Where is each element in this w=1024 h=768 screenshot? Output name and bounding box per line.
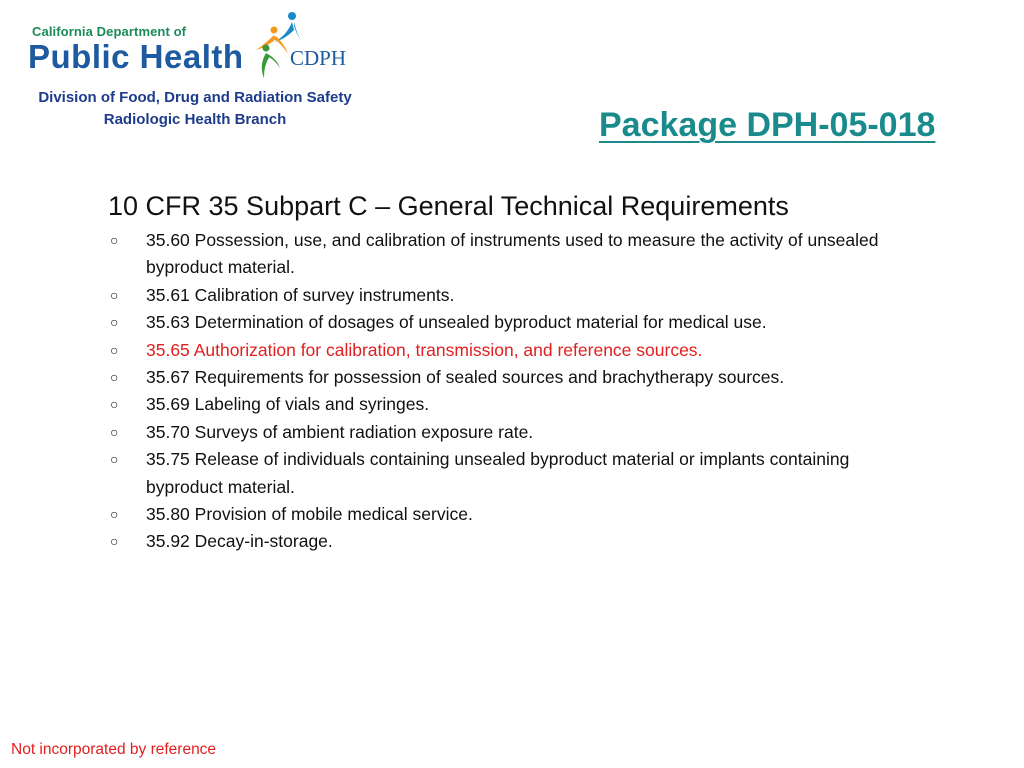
cdph-logo bbox=[28, 8, 358, 86]
hollow-circle-bullet-icon: ○ bbox=[110, 314, 119, 331]
section-heading: 10 CFR 35 Subpart C – General Technical Requirements bbox=[108, 191, 789, 221]
hollow-circle-bullet-icon: ○ bbox=[110, 423, 119, 440]
list-item-text: 35.80 Provision of mobile medical service. bbox=[146, 504, 473, 525]
list-item-text: 35.70 Surveys of ambient radiation exposure rate. bbox=[146, 421, 534, 442]
hollow-circle-bullet-icon: ○ bbox=[110, 451, 119, 468]
division-name: Division of Food, Drug and Radiation Safety bbox=[38, 89, 352, 106]
list-item bbox=[108, 309, 908, 336]
list-item bbox=[108, 282, 908, 309]
list-item bbox=[108, 501, 908, 528]
requirements-list bbox=[108, 227, 908, 556]
list-item-text: 35.67 Requirements for possession of sealed sources and brachytherapy sources. bbox=[146, 367, 785, 388]
footnote: Not incorporated by reference bbox=[11, 741, 217, 758]
list-item-text: 35.92 Decay-in-storage. bbox=[146, 531, 333, 552]
list-item bbox=[108, 446, 908, 501]
list-item bbox=[108, 227, 908, 282]
list-item-text: 35.60 Possession, use, and calibration of instruments used to measure the activity of unsealed byproduct material. bbox=[146, 230, 879, 278]
hollow-circle-bullet-icon: ○ bbox=[110, 341, 119, 358]
list-item bbox=[108, 337, 908, 364]
hollow-circle-bullet-icon: ○ bbox=[110, 369, 119, 386]
logo-public-health-text: Public Health bbox=[28, 38, 244, 75]
hollow-circle-bullet-icon: ○ bbox=[110, 286, 119, 303]
list-item bbox=[108, 391, 908, 418]
list-item bbox=[108, 528, 908, 555]
logo-department-text: California Department of bbox=[32, 24, 187, 39]
package-title: Package DPH-05-018 bbox=[599, 106, 936, 144]
list-item-text: 35.69 Labeling of vials and syringes. bbox=[146, 394, 430, 415]
list-item-text: 35.75 Release of individuals containing unsealed byproduct material or implants containing byproduct material. bbox=[146, 449, 850, 497]
list-item-text: 35.61 Calibration of survey instruments. bbox=[146, 284, 455, 305]
list-item bbox=[108, 419, 908, 446]
branch-name: Radiologic Health Branch bbox=[103, 111, 287, 128]
logo-cdph-text: CDPH bbox=[290, 46, 347, 70]
division-header bbox=[10, 87, 380, 131]
hollow-circle-bullet-icon: ○ bbox=[110, 506, 119, 523]
hollow-circle-bullet-icon: ○ bbox=[110, 232, 119, 248]
hollow-circle-bullet-icon: ○ bbox=[110, 533, 119, 550]
slide-content bbox=[108, 188, 908, 556]
hollow-circle-bullet-icon: ○ bbox=[110, 396, 119, 413]
list-item bbox=[108, 364, 908, 391]
list-item-text: 35.63 Determination of dosages of unsealed byproduct material for medical use. bbox=[146, 312, 767, 333]
list-item-text: 35.65 Authorization for calibration, transmission, and reference sources. bbox=[146, 339, 703, 360]
